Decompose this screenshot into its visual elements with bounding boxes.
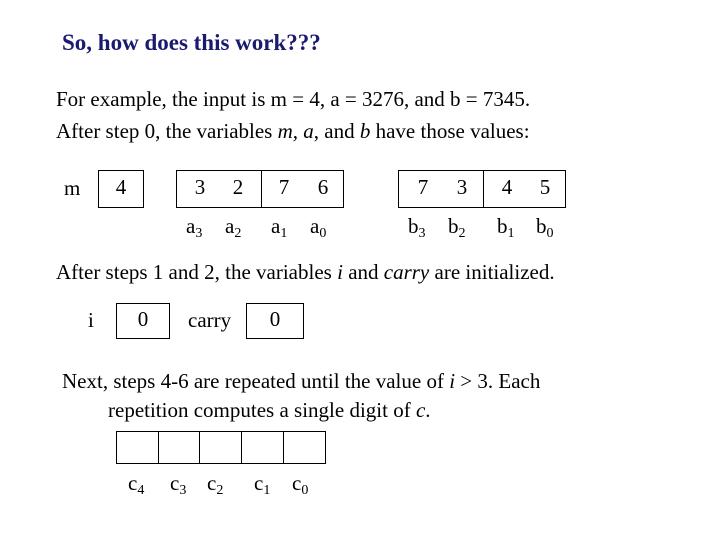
a0-label: $a_0$ [310, 214, 327, 241]
init-text-a: After steps 1 and 2, the variables [56, 260, 338, 284]
b3-label: $b_3$ [408, 214, 426, 241]
m-value: 4 [115, 175, 127, 199]
b2-label: $b_2$ [448, 214, 466, 241]
b-digit-1: 4 [501, 175, 513, 199]
c0-label: $c_0$ [292, 471, 309, 498]
c1-label: $c_1$ [254, 471, 271, 498]
init-text-c: are initialized. [429, 260, 555, 284]
b-digit-2: 3 [456, 175, 468, 199]
example-line: For example, the input is m = 4, a = 3276, and b = 7345. [56, 87, 531, 111]
step0-text-c: have those values: [370, 119, 530, 143]
c-divider-4 [283, 432, 284, 463]
a-digit-1: 7 [278, 175, 290, 199]
a-digits-divider [261, 171, 262, 207]
a1-label: $a_1$ [271, 214, 288, 241]
a-digit-0: 6 [317, 175, 329, 199]
i-value: 0 [137, 307, 149, 331]
b1-label: $b_1$ [497, 214, 515, 241]
repeat-text-a: Next, steps 4-6 are repeated until the value of [62, 369, 450, 393]
a-digit-2: 2 [232, 175, 244, 199]
m-label: m [64, 176, 81, 200]
c-digits-box [116, 431, 326, 464]
init-text-b: and [342, 260, 384, 284]
slide-title: So, how does this work??? [62, 30, 321, 55]
carry-label: carry [188, 308, 232, 332]
repeat-line-2 [108, 395, 431, 425]
m-value-box [98, 170, 144, 208]
repeat-var-i: i [449, 369, 456, 393]
repeat-line-1 [62, 366, 540, 396]
c4-label: $c_4$ [128, 471, 145, 498]
repeat-text-d: . [425, 398, 431, 422]
repeat-var-c: c [415, 398, 426, 422]
step0-vars-ma: m, a [277, 119, 314, 143]
a-digits-box [176, 170, 344, 208]
b0-label: $b_0$ [536, 214, 554, 241]
step0-text-b: , and [313, 119, 360, 143]
step0-line [56, 116, 530, 146]
carry-value-box [246, 303, 304, 339]
a2-label: $a_2$ [225, 214, 242, 241]
c-divider-3 [241, 432, 242, 463]
a3-label: $a_3$ [186, 214, 203, 241]
i-value-box [116, 303, 170, 339]
carry-value: 0 [269, 307, 281, 331]
repeat-text-c: repetition computes a single digit of [108, 398, 416, 422]
c-divider-1 [158, 432, 159, 463]
c2-label: $c_2$ [207, 471, 224, 498]
repeat-text-b: > 3. Each [455, 369, 541, 393]
b-digits-divider [483, 171, 484, 207]
b-digit-3: 7 [417, 175, 429, 199]
step0-text-a: After step 0, the variables [56, 119, 278, 143]
init-var-i: i [337, 260, 343, 284]
init-line [56, 257, 555, 287]
b-digits-box [398, 170, 566, 208]
c-divider-2 [199, 432, 200, 463]
init-var-carry: carry [383, 260, 430, 284]
b-digit-0: 5 [539, 175, 551, 199]
c3-label: $c_3$ [170, 471, 187, 498]
step0-var-b: b [359, 119, 371, 143]
a-digit-3: 3 [194, 175, 206, 199]
i-label: i [88, 308, 94, 332]
